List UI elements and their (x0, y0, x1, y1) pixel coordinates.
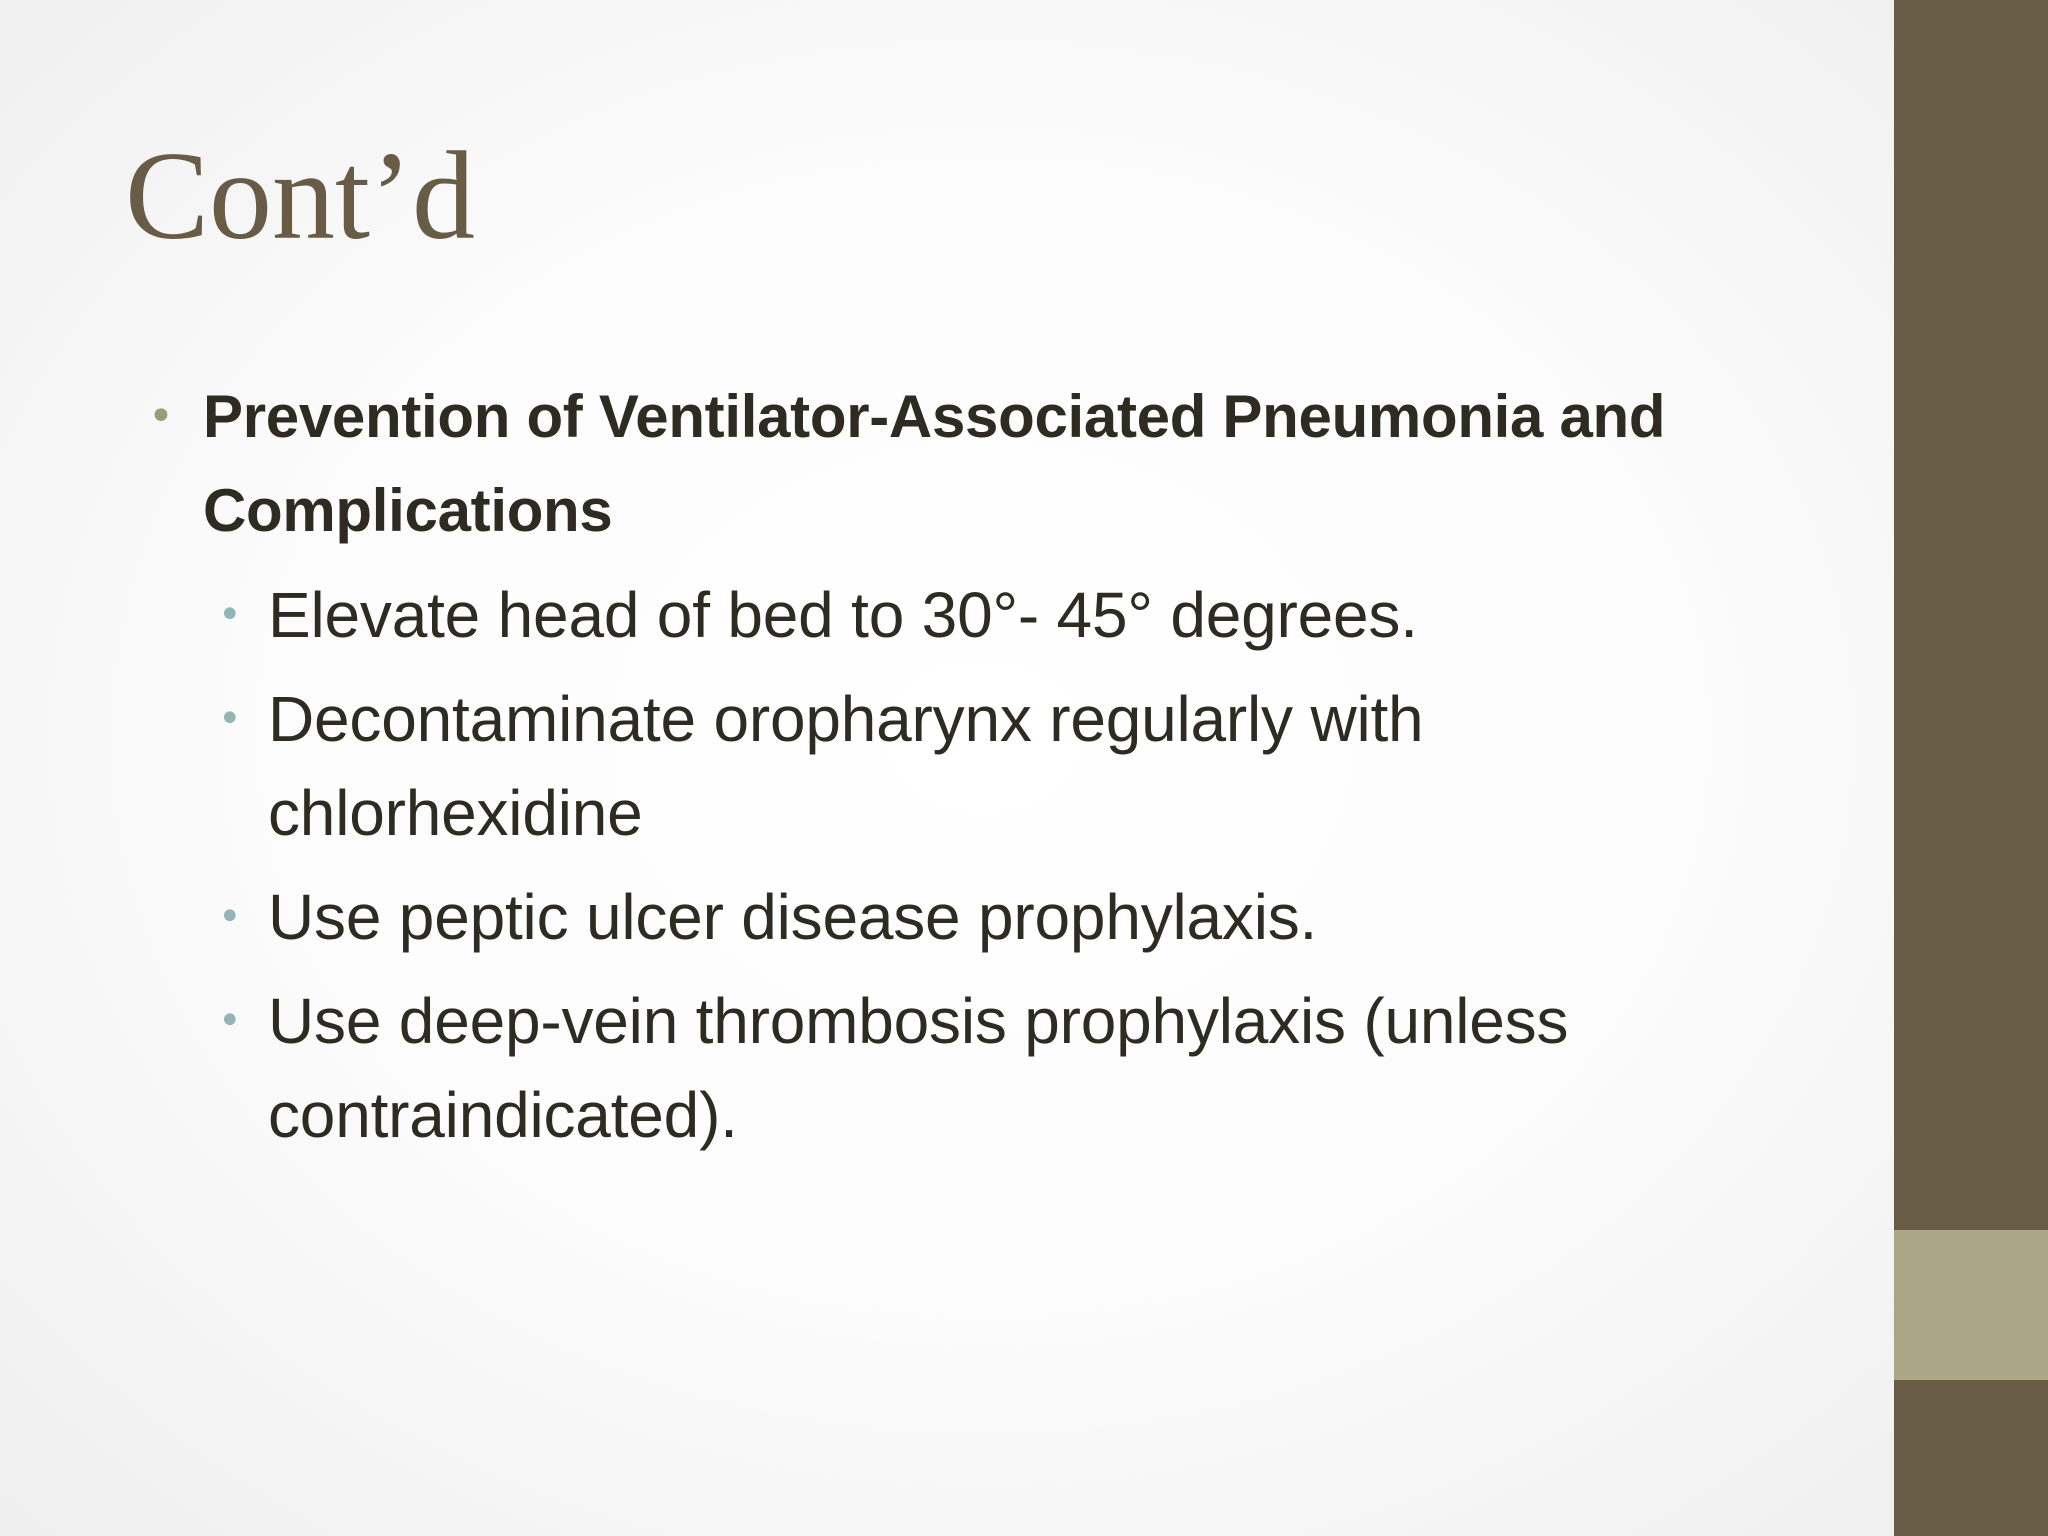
sub-bullet-text: Decontaminate oropharynx regularly with chlorhexidine (268, 683, 1424, 849)
slide-body (145, 370, 1805, 1162)
sub-bullet-icon: • (218, 894, 242, 940)
sub-bullet-item (215, 672, 1805, 860)
sub-bullet-icon: • (218, 592, 242, 638)
bullet-text: Prevention of Ventilator-Associated Pneumonia and Complications (203, 383, 1666, 544)
sub-bullet-icon: • (218, 998, 242, 1044)
sub-bullet-text: Use peptic ulcer disease prophylaxis. (268, 881, 1318, 953)
side-accent-band (1894, 1230, 2048, 1380)
sub-bullet-list (215, 568, 1805, 1162)
sub-bullet-text: Elevate head of bed to 30°- 45° degrees. (268, 579, 1418, 651)
sub-bullet-item (215, 974, 1805, 1162)
sub-bullet-text: Use deep-vein thrombosis prophylaxis (unless contraindicated). (268, 985, 1569, 1151)
sub-bullet-item (215, 568, 1805, 662)
bullet-item (145, 370, 1805, 558)
bullet-icon: • (148, 391, 174, 442)
sub-bullet-item (215, 870, 1805, 964)
slide-title: Cont’d (125, 127, 476, 266)
sub-bullet-icon: • (218, 696, 242, 742)
